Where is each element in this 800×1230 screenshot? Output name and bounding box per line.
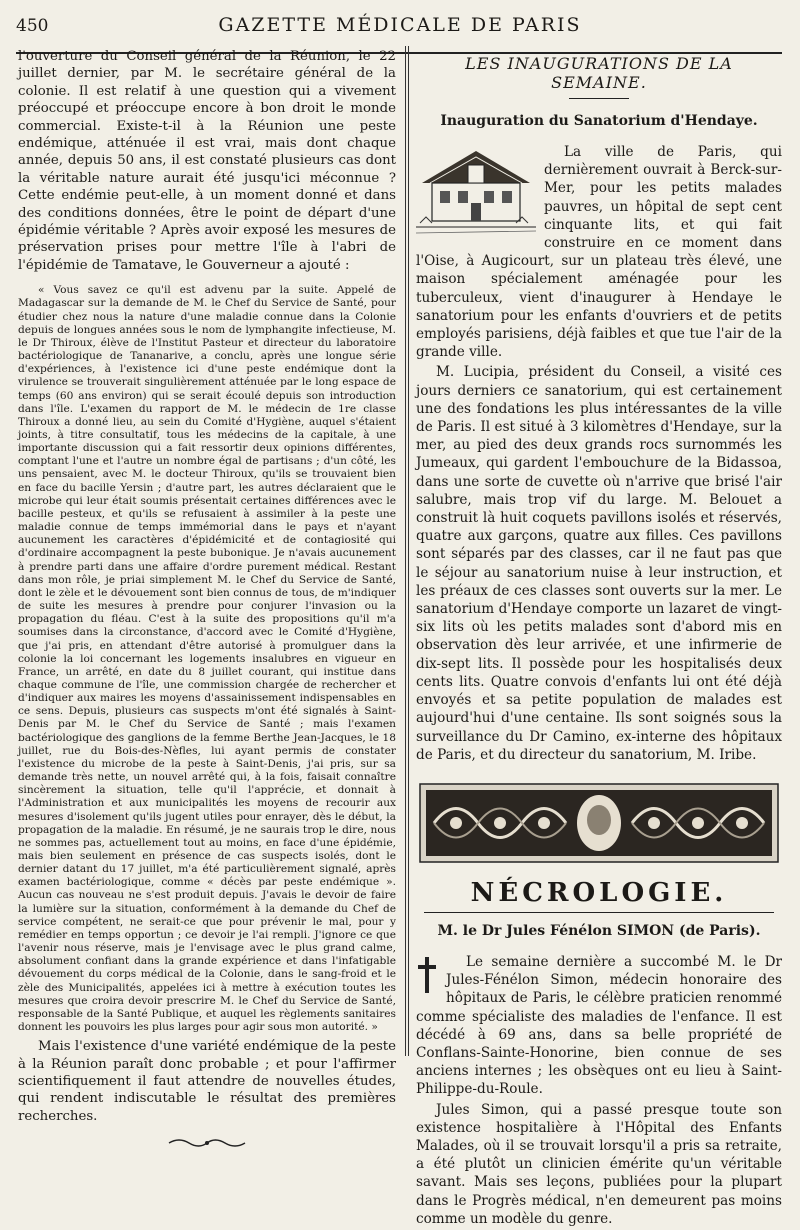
paragraph: Mais l'existence d'une variété endémique de la peste à la Réunion paraît donc probable ; et pour l'affirmer scientifiquement il faut attendre de nouvelles études, qui rendent indiscutable le résultat des premières recherches. xyxy=(18,1039,396,1124)
paragraph: Le semaine dernière a succombé M. le Dr Jules-Fénélon Simon, médecin honoraire des hôpitaux de Paris, le célèbre praticien renommé comme spécialiste des maladies de l'enfance. Il est décédé à 69 ans, dans sa belle propriété de Conflans-Sainte-Honorine, bien connue de ses anciens internes ; les obsèques ont eu lieu à Saint-Philippe-du-Roule. xyxy=(416,953,782,1098)
paragraph: La ville de Paris, qui dernièrement ouvrait à Berck-sur-Mer, pour les petits malades pauvres, un hôpital de sept cent cinquante lits, et qui fait construire en ce moment dans l'Oise, à Augicourt, sur un plateau très élevé, une maison spécialement aménagée pour les tuberculeux, vient d'inaugurer à Hendaye le sanatorium pour les enfants d'ouvriers et de petits employés parisiens, déjà faibles et que tue l'air de la grande ville. xyxy=(416,144,782,361)
paragraph: M. Lucipia, président du Conseil, a visité ces jours derniers ce sanatorium, qui est certainement une des fondations les plus intéressantes de la ville de Paris. Il est situé à 3 kilomètres d'Hendaye, sur la mer, au pied des deux grands rocs surnommés les Jumeaux, qui gardent l'embouchure de la Bidassoa, dans une sorte de cuvette où n'arrive que brisé l'air salubre, mais trop vif du large. M. Belouet a construit là huit coquets pavillons isolés et réservés, quatre aux garçons, quatre aux filles. Ces pavillons sont séparés par des classes, car il ne faut pas que le séjour au sanatorium nuise à leur instruction, et les préaux de ces classes sont ouverts sur la mer. Le sanatorium d'Hendaye comporte un lazaret de vingt-six lits où les petits malades sont d'abord mis en observation dès leur arrivée, et une infirmerie de dix-sept lits. Il possède pour les hospitalisés deux cents lits. Quatre convois d'enfants lui ont été déjà envoyés et sa petite population de malades est aujourd'hui d'une centaine. Ils sont soignés sous la surveillance du Dr Camino, ex-interne des hôpitaux de Paris, et du directeur du sanatorium, M. Iribe. xyxy=(416,364,782,763)
cross-icon xyxy=(416,955,438,995)
flourish-ornament xyxy=(18,1135,396,1151)
right-column xyxy=(416,48,782,1230)
column-divider xyxy=(408,46,409,1056)
paragraph: Jules Simon, qui a passé presque toute son existence hospitalière à l'Hôpital des Enfants Malades, où il se trouvait lorsqu'il a pris sa retraite, a été plutôt un clinicien émérite qu'un véritable savant. Mais ses leçons, publiées pour la plupart dans le Progrès médical, n'en demeurent pas moins comme un modèle du genre. xyxy=(416,1101,782,1227)
obituary-subtitle: M. le Dr Jules Fénélon SIMON (de Paris). xyxy=(437,922,761,939)
page-number: 450 xyxy=(16,16,49,36)
left-column xyxy=(18,48,396,1151)
page-header xyxy=(0,14,800,44)
masthead: GAZETTE MÉDICALE DE PARIS xyxy=(218,14,582,36)
section-rule xyxy=(569,98,629,99)
section-title: LES INAUGURATIONS DE LA SEMAINE. xyxy=(465,54,733,92)
necrology-title: NÉCROLOGIE. xyxy=(470,877,728,908)
sanatorium-engraving xyxy=(416,143,536,235)
necrology-rule xyxy=(424,912,774,913)
article-title: Inauguration du Sanatorium d'Hendaye. xyxy=(440,113,758,129)
paragraph: l'ouverture du Conseil général de la Réunion, le 22 juillet dernier, par M. le secrétaire général de la colonie. Il est relatif à une question qui a vivement préoccupé et préoccupe encore à bon droit le monde commercial. Existe-t-il à la Réunion une peste endémique, atténuée il est vrai, mais dont chaque année, depuis 50 ans, il est constaté plusieurs cas dont la véritable nature aurait été jusqu'ici méconnue ? Cette endémie peut-elle, à un moment donné et dans des conditions données, être le point de départ d'une épidémie véritable ? Après avoir exposé les mesures de préservation prises pour mettre l'île à l'abri de l'épidémie de Tamatave, le Gouverneur a ajouté : xyxy=(18,49,396,273)
governor-quote: « Vous savez ce qu'il est advenu par la suite. Appelé de Madagascar sur la demande de M. le Chef du Service de Santé, pour étudier chez nous la nature d'une maladie connue dans la Colonie depuis de longues années sous le nom de lymphangite infectieuse, M. le Dr Thiroux, élève de l'Institut Pasteur et directeur du laboratoire bactériologique de Tananarive, a conclu, après une longue série d'expériences, à l'existence ici d'une peste endémique dont la virulence se trouverait singulièrement atténuée par le long espace de temps (60 ans environ) qui se serait écoulé depuis son introduction dans l'île. L'examen du rapport de M. le médecin de 1re classe Thiroux a donné lieu, au sein du Comité d'Hygiène, auquel s'étaient joints, à titre consultatif, tous les médecins de la capitale, à une importante discussion qui a fait ressortir deux opinions différentes, comptant l'une et l'autre un nombre égal de partisans ; d'un côté, les uns pensaient, avec M. le docteur Thiroux, qu'ils se trouvaient bien en face du bacille Yersin ; d'autre part, les autres déclaraient que le microbe qui leur était soumis présentait certaines différences avec le bacille pesteux, et qu'ils se refusaient à assimiler à la peste une maladie connue de temps immémorial dans le pays et n'ayant aucunement les caractères d'épidémicité et de contagiosité qui d'ordinaire accompagnent la peste bubonique. Je n'avais aucunement à prendre parti dans une affaire d'ordre purement médical. Restant dans mon rôle, je priai simplement M. le Chef du Service de Santé, dont le zèle et le dévouement sont bien connus de tous, de m'indiquer de suite les mesures à prendre pour conjurer l'invasion ou la propagation du fléau. C'est à la suite des propositions qu'il m'a soumises dans la circonstance, d'accord avec le Comité d'Hygiène, que j'ai pris, en attendant d'être autorisé à promulguer dans la colonie la loi concernant les logements insalubres en vigueur en France, un arrêté, en date du 8 juillet courant, qui institue dans chaque commune de l'île, une commission chargée de rechercher et d'indiquer aux maires les moyens d'assainissement indispensables en ce sens. Depuis, plusieurs cas suspects m'ont été signalés à Saint-Denis par M. le Chef du Service de Santé ; mais l'examen bactériologique des ganglions de la femme Berthe Jean-Jacques, le 18 juillet, rue du Bois-des-Nèfles, lui ayant permis de constater l'existence du microbe de la peste à Saint-Denis, j'ai pris, sur sa demande très nette, un nouvel arrêté qui, à la fois, faisait connaître sincèrement la situation, telle qu'il l'apprécie, et donnait à l'Administration et aux municipalités les moyens de recourir aux mesures d'isolement qu'ils jugent utiles pour enrayer, dès le début, la propagation de la maladie. En résumé, je ne saurais trop le dire, nous ne sommes pas, actuellement tout au moins, en face d'une épidémie, mais bien seulement en présence de cas suspects isolés, dont le dernier datant du 17 juillet, m'a été particulièrement signalé, après examen bactériologique, comme « décès par peste endémique ». Aucun cas nouveau ne s'est produit depuis. J'avais le devoir de faire la lumière sur la situation, conformément à la demande du Chef de service compétent, ne serait-ce que pour prévenir le mal, pour y remédier en temps opportun ; ce devoir je l'ai rempli. J'ignore ce que l'avenir nous réserve, mais je l'envisage avec le plus grand calme, absolument confiant dans la grande expérience et dans l'infatigable dévouement du corps médical de la Colonie, dans le sang-froid et le zèle des Municipalités, appelées ici à mettre à exécution toutes les mesures que croira devoir prescrire M. le Chef du Service de Santé, responsable de la Santé Publique, et auquel les règlements sanitaires donnent les pouvoirs les plus larges pour agir sous mon autorité. » xyxy=(18,284,396,1034)
ornamental-banner xyxy=(416,780,782,866)
column-divider xyxy=(405,46,406,1056)
